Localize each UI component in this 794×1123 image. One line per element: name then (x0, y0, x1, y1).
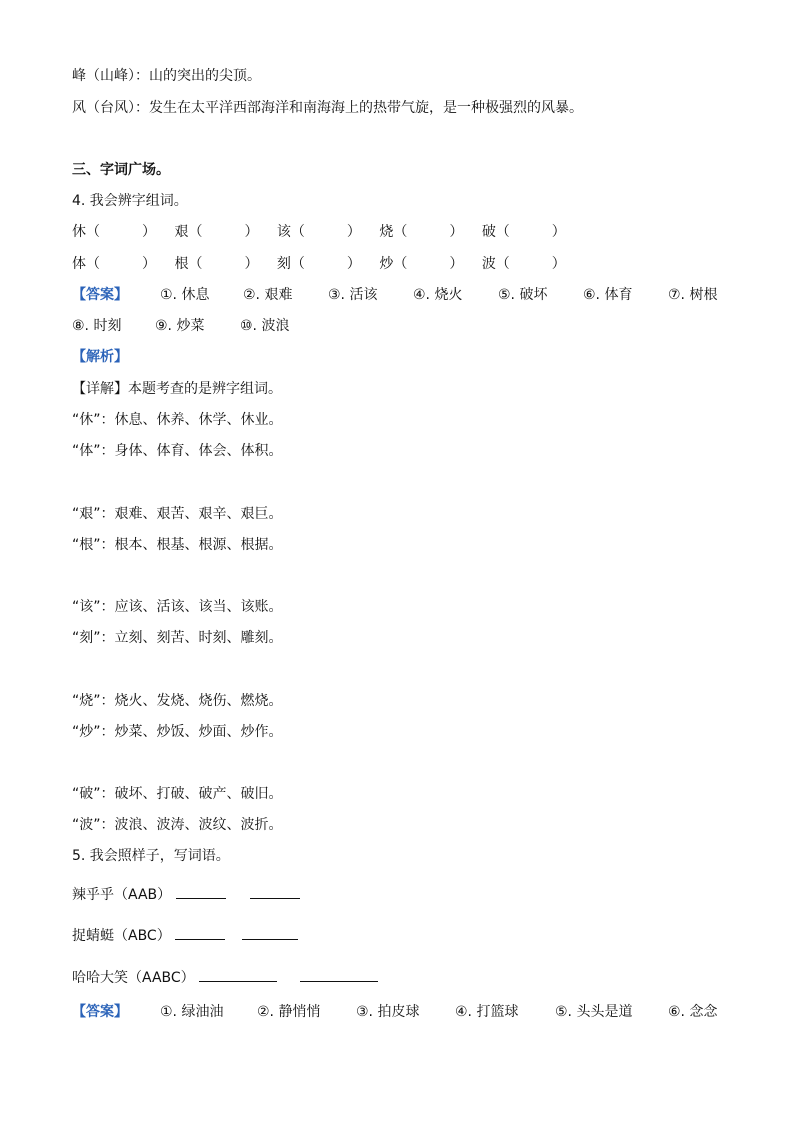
answer-blank (176, 884, 226, 899)
intro-line-2: 风（台风）：发生在太平洋西部海洋和南海海上的热带气旋，是一种极强烈的风暴。 (72, 100, 583, 116)
detail-line (72, 379, 282, 399)
analysis-line: “体”：身体、体育、体会、体积。 (72, 443, 283, 459)
q4-prompt: 4. 我会辨字组词。 (72, 193, 188, 209)
q4-blank: 波（ ） (481, 256, 566, 272)
q4-blank: 根（ ） (174, 256, 259, 272)
q4-blank: 休（ ） (72, 224, 156, 240)
analysis-line: “该”：应该、活该、该当、该账。 (72, 599, 283, 615)
answer-blank (250, 884, 300, 899)
q5-prompt: 5. 我会照样子，写词语。 (72, 848, 230, 864)
answer-item: ④. 烧火 (413, 287, 463, 303)
analysis-line: “刻”：立刻、刻苦、时刻、雕刻。 (72, 630, 283, 646)
answer-item: ⑨. 炒菜 (155, 318, 205, 334)
detail-label: 【详解】 (72, 381, 128, 397)
q5-item (72, 884, 300, 905)
q5-item-label: 辣乎乎（AAB） (72, 887, 172, 903)
q4-row-1 (72, 222, 580, 242)
answer-item: ⑩. 波浪 (240, 318, 290, 334)
answer-item: ⑤. 头头是道 (555, 1004, 633, 1020)
q4-blank: 艰（ ） (174, 224, 259, 240)
q4-blank: 体（ ） (72, 256, 156, 272)
answer-blank (300, 967, 378, 982)
answer-blank (242, 925, 298, 940)
q4-blank: 破（ ） (481, 224, 566, 240)
q5-item (72, 967, 378, 988)
q5-item (72, 925, 298, 946)
section-title: 三、字词广场。 (72, 162, 170, 178)
q5-item-label: 捉蜻蜓（ABC） (72, 928, 171, 944)
answer-blank (199, 967, 277, 982)
answer-item: ⑦. 树根 (668, 287, 718, 303)
answer-item: ②. 静悄悄 (257, 1004, 321, 1020)
analysis-line: “根”：根本、根基、根源、根据。 (72, 537, 283, 553)
analysis-line: “炒”：炒菜、炒饭、炒面、炒作。 (72, 724, 283, 740)
analysis-line: “艰”：艰难、艰苦、艰辛、艰巨。 (72, 506, 283, 522)
q4-blank: 炒（ ） (379, 256, 464, 272)
detail-text: 本题考查的是辨字组词。 (128, 381, 282, 397)
analysis-label: 【解析】 (72, 349, 128, 365)
answer-item: ⑧. 时刻 (72, 318, 122, 334)
analysis-line: “烧”：烧火、发烧、烧伤、燃烧。 (72, 693, 283, 709)
answer-item: ①. 休息 (160, 287, 210, 303)
intro-line-1: 峰（山峰）：山的突出的尖顶。 (72, 68, 261, 84)
q5-item-label: 哈哈大笑（AABC） (72, 970, 195, 986)
analysis-line: “休”：休息、休养、休学、休业。 (72, 412, 283, 428)
answer-item: ④. 打篮球 (455, 1004, 519, 1020)
q4-row-2 (72, 254, 580, 274)
analysis-line: “波”：波浪、波涛、波纹、波折。 (72, 817, 283, 833)
answer-blank (175, 925, 225, 940)
q4-blank: 该（ ） (276, 224, 361, 240)
answer-item: ①. 绿油油 (160, 1004, 224, 1020)
answer-item: ⑥. 体育 (583, 287, 633, 303)
answer-item: ③. 拍皮球 (356, 1004, 420, 1020)
q4-blank: 刻（ ） (276, 256, 361, 272)
answer-item: ⑥. 念念 (668, 1004, 718, 1020)
analysis-line: “破”：破坏、打破、破产、破旧。 (72, 786, 283, 802)
answer-item: ⑤. 破坏 (498, 287, 548, 303)
q4-blank: 烧（ ） (379, 224, 464, 240)
q4-answer-label: 【答案】 (72, 287, 128, 303)
q5-answer-label: 【答案】 (72, 1004, 128, 1020)
answer-item: ②. 艰难 (243, 287, 293, 303)
answer-item: ③. 活该 (328, 287, 378, 303)
